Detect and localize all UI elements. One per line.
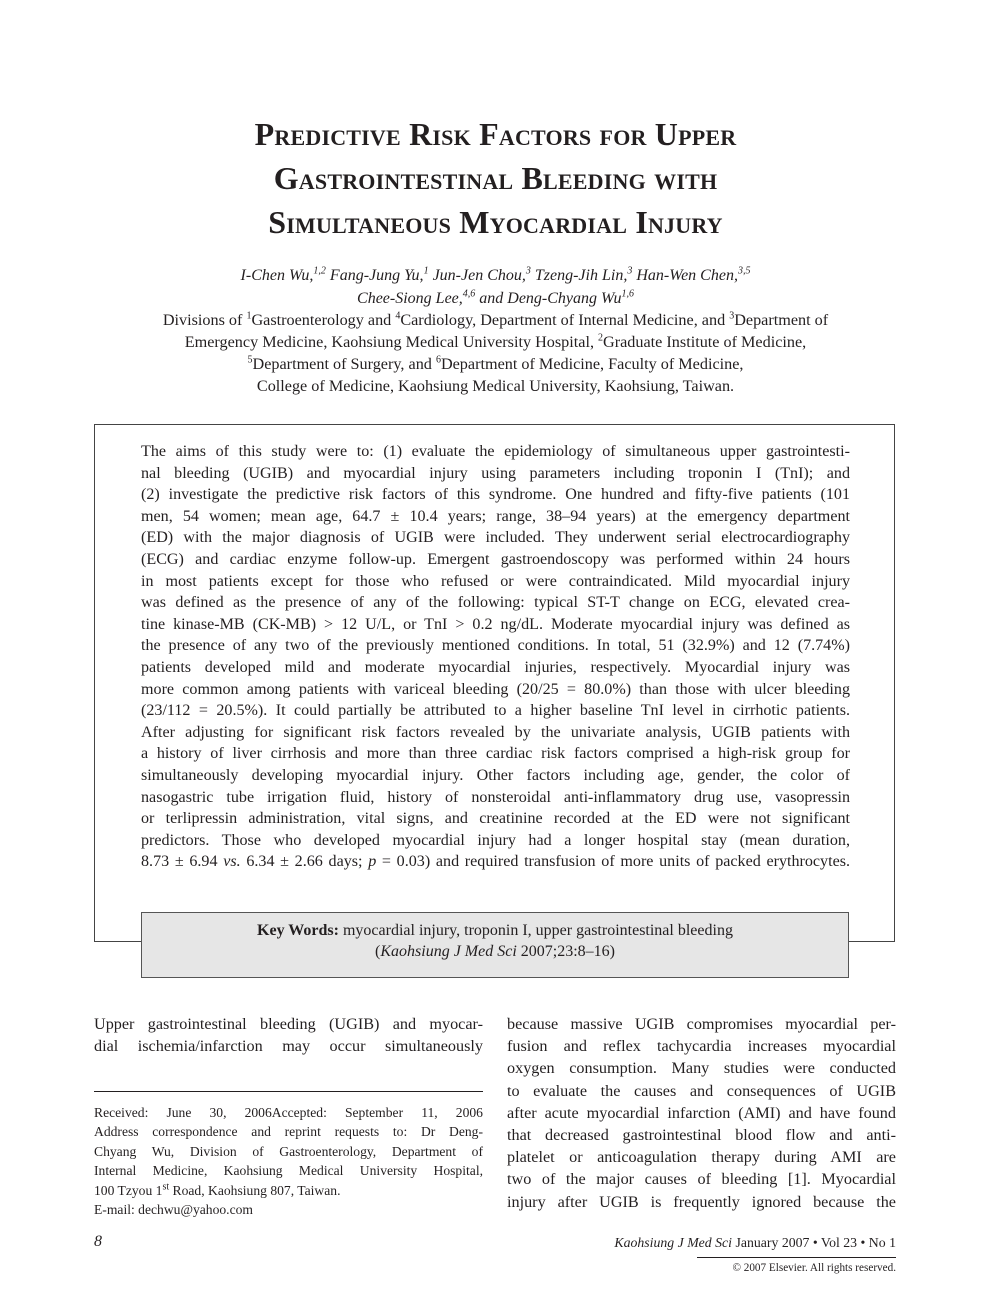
affil-sup: 1 [246,310,252,322]
affil-text: Department of Surgery, and [252,355,436,373]
abstract-line: predictors. Those who developed myocardial injury had a longer hospital stay (mean duration, [141,831,850,849]
affil-text: Graduate Institute of Medicine, [603,333,807,351]
author-list [95,264,896,310]
address-fragment: Road, Kaohsiung 807, Taiwan. [169,1182,341,1198]
abstract-line: (23/112 = 20.5%). It could partially be attributed to a higher baseline TnI level in cirrhotic patients. [141,702,850,720]
author-affil-sup: 3 [525,265,531,277]
author-line [95,287,896,310]
abstract-line: The aims of this study were to: (1) evaluate the epidemiology of simultaneous upper gastrointesti- [141,443,850,460]
abstract-fragment: 6.34 ± 2.66 days; [240,853,369,871]
keywords-line [142,920,848,941]
abstract-line: nasogastric tube irrigation fluid, history of nonsteroidal anti-inflammatory drug use, vasopressin [141,788,850,806]
body-line: oxygen consumption. Many studies were conducted [507,1059,896,1078]
affiliation-line [95,353,896,375]
body-line: two of the major causes of bleeding [1]. Myocardial [507,1170,896,1189]
abstract-line: in most patients except for those who refused or were contraindicated. Mild myocardial injury [141,572,850,590]
citation-line [142,941,848,962]
body-line: platelet or anticoagulation therapy during AMI are [507,1148,896,1167]
abstract-line: nal bleeding (UGIB) and myocardial injury using parameters including troponin I (TnI); and [141,464,850,482]
abstract-fragment: vs. [223,853,241,871]
affil-text: Divisions of [162,311,247,329]
author-name: Chee-Siong Lee, [357,290,463,307]
footnote-divider [94,1091,483,1092]
footnote-line: Address correspondence and reprint requests to: Dr Deng- [94,1124,483,1140]
affil-sup: 3 [729,310,735,322]
abstract-line: tine kinase-MB (CK-MB) > 12 U/L, or TnI > 0.2 ng/dL. Moderate myocardial injury was defined as [141,615,850,633]
affil-text: Department of [734,311,829,329]
footnote-line: Chyang Wu, Division of Gastroenterology, Department of [94,1143,483,1159]
affil-text: Gastroenterology and [251,311,396,329]
author-affil-sup: 3 [627,265,633,277]
abstract-line: was defined as the presence of any of the following: typical ST-T change on ECG, elevated crea- [141,594,850,612]
abstract-fragment: p [368,853,377,871]
body-left-column [94,1013,483,1057]
body-line: Upper gastrointestinal bleeding (UGIB) and myocar- [94,1015,483,1033]
abstract-line: (ED) with the major diagnosis of UGIB were included. They underwent serial electrocardiography [141,529,850,547]
author-affil-sup: 3,5 [737,265,751,277]
citation-fragment: ( [375,943,381,960]
affil-sup: 5 [247,354,253,366]
affiliation-line [95,309,896,331]
keywords-label: Key Words: [257,922,339,939]
abstract-line: simultaneously developing myocardial injury. Other factors including age, gender, the color of [141,766,850,784]
abstract-line: a history of liver cirrhosis and more than three cardiac risk factors comprised a high-risk group for [141,745,850,763]
author-affil-sup: 1,2 [313,265,326,277]
journal-issue: January 2007 • Vol 23 • No 1 [732,1235,896,1250]
abstract-line: After adjusting for significant risk factors revealed by the univariate analysis, UGIB patients with [141,723,850,741]
abstract-line: more common among patients with variceal bleeding (20/25 = 80.0%) than those with ulcer bleeding [141,680,850,698]
author-name: Fang-Jung Yu, [325,267,424,284]
footnotes [94,1103,483,1219]
title-line: Predictive Risk Factors for Upper [254,116,737,152]
author-name: Han-Wen Chen, [632,267,738,284]
author-affil-sup: 4,6 [462,288,476,300]
affil-text: Department of Medicine, Faculty of Medicine, [440,355,744,373]
body-line: after acute myocardial infarction (AMI) and have found [507,1103,896,1122]
keywords-text: myocardial injury, troponin I, upper gastrointestinal bleeding [338,922,733,939]
body-line: because massive UGIB compromises myocardial per- [507,1015,896,1033]
title-line: Simultaneous Myocardial Injury [268,204,723,240]
abstract-fragment: = 0.03) and required transfusion of more units of packed erythrocytes. [376,853,851,871]
footnote-line [94,1181,483,1200]
affiliation-line: College of Medicine, Kaohsiung Medical University, Kaohsiung, Taiwan. [256,377,735,395]
body-right-column [507,1013,896,1213]
author-name: Jun-Jen Chou, [428,267,526,284]
abstract-line: or terlipressin administration, vital signs, and creatinine recorded at the ED were not significant [141,810,850,828]
email-line: E-mail: dechwu@yahoo.com [94,1202,253,1218]
article-title [95,112,896,244]
affiliations [95,309,896,397]
accepted-date: Accepted: September 11, 2006 [271,1105,483,1120]
journal-name: Kaohsiung J Med Sci [614,1235,733,1250]
affil-sup: 6 [435,354,441,366]
abstract-line: (ECG) and cardiac enzyme follow-up. Emergent gastroendoscopy was performed within 24 hours [141,550,850,568]
journal-footer [560,1235,896,1251]
page-number: 8 [94,1233,102,1250]
body-line: that decreased gastrointestinal blood flow and anti- [507,1126,896,1145]
citation-fragment: 2007;23:8–16) [516,943,615,960]
affil-text: Emergency Medicine, Kaohsiung Medical University Hospital, [184,333,599,351]
copyright: © 2007 Elsevier. All rights reserved. [732,1262,896,1274]
citation-journal: Kaohsiung J Med Sci [380,943,517,960]
body-line: injury after UGIB is frequently ignored because the [507,1192,896,1211]
author-affil-sup: 1 [423,265,429,277]
abstract-line: the presence of any two of the previously mentioned conditions. In total, 51 (32.9%) and 12 (7.74%) [141,637,850,655]
body-line: dial ischemia/infarction may occur simultaneously [94,1037,483,1056]
author-affil-sup: 1,6 [621,288,634,300]
date-line [94,1103,483,1122]
abstract-line: patients developed mild and moderate myocardial injuries, respectively. Myocardial injury was [141,658,850,676]
footnote-line: Internal Medicine, Kaohsiung Medical University Hospital, [94,1163,483,1179]
abstract-line: (2) investigate the predictive risk factors of this syndrome. One hundred and fifty-five patients (101 [141,486,850,504]
address-fragment: 100 Tzyou 1 [94,1182,163,1198]
affiliation-line [95,331,896,353]
affil-text: Cardiology, Department of Internal Medicine, and [400,311,730,329]
author-name: Tzeng-Jih Lin, [530,267,628,284]
footer-divider [697,1257,896,1258]
affil-sup: 4 [395,310,401,322]
abstract-line: men, 54 women; mean age, 64.7 ± 10.4 years; range, 38–94 years) at the emergency department [141,507,850,525]
abstract-line [141,851,850,873]
author-line [95,264,896,287]
affil-sup: 2 [598,332,604,344]
body-line: to evaluate the causes and consequences of UGIB [507,1081,896,1100]
title-line: Gastrointestinal Bleeding with [273,160,718,196]
received-date: Received: June 30, 2006 [94,1105,272,1120]
abstract-text [141,441,850,873]
author-name: I-Chen Wu, [240,267,314,284]
address-sup: st [162,1181,170,1193]
body-line: fusion and reflex tachycardia increases myocardial [507,1037,896,1056]
author-name: and Deng-Chyang Wu [475,290,622,307]
abstract-fragment: 8.73 ± 6.94 [141,853,224,871]
keywords-box [141,912,849,978]
